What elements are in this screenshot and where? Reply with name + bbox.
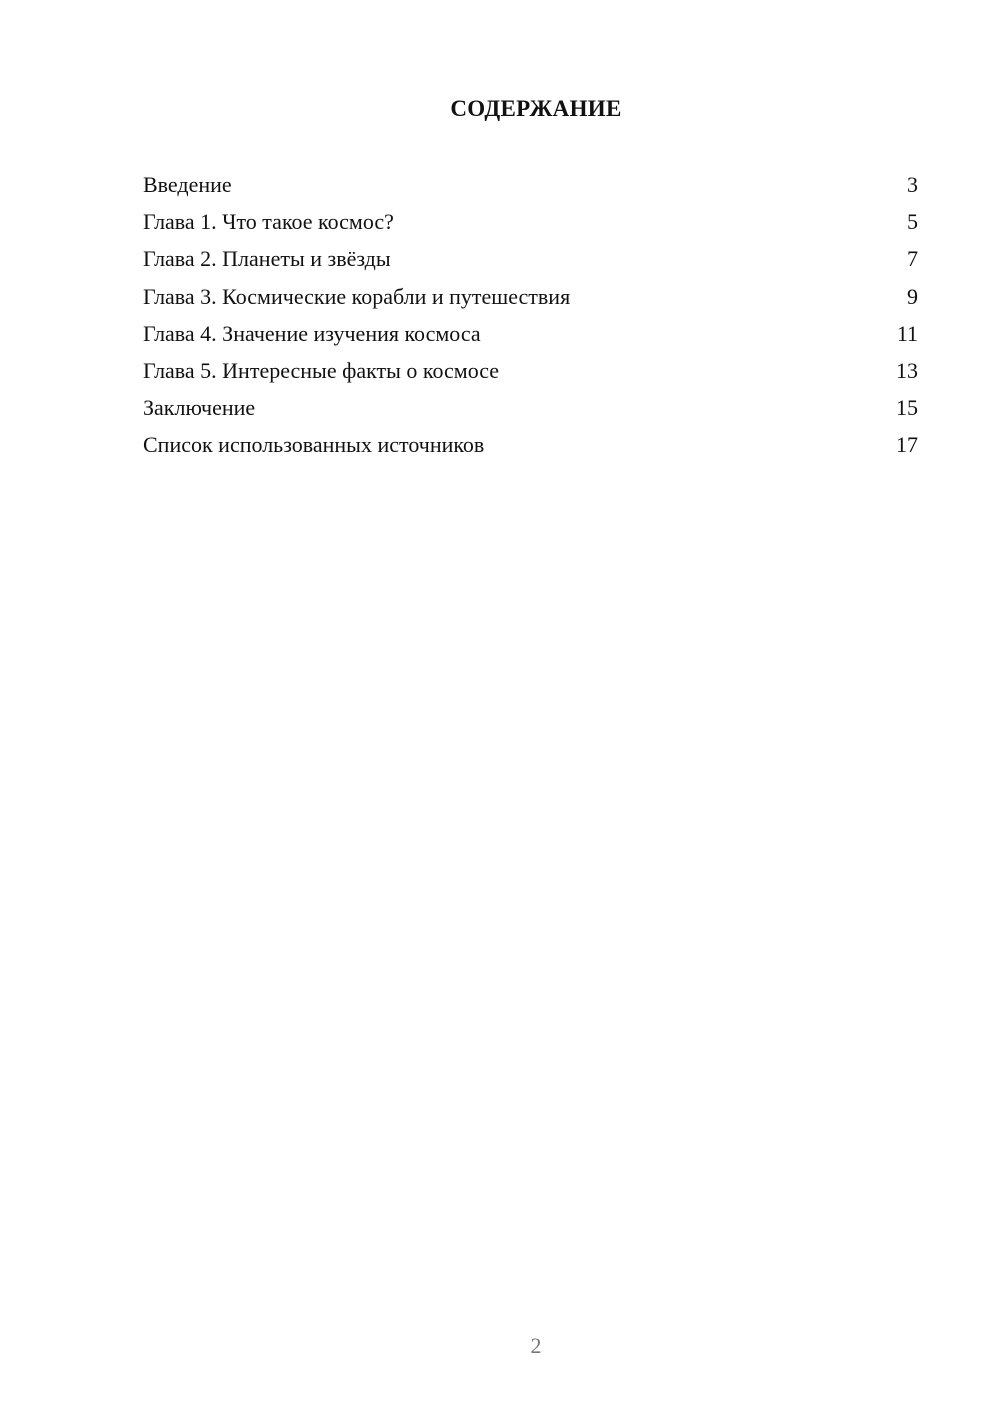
table-of-contents (143, 170, 918, 468)
toc-entry-page: 15 (896, 395, 918, 421)
toc-entry (143, 430, 918, 467)
toc-entry-title: Список использованных источников (143, 432, 485, 458)
toc-entry-title: Глава 2. Планеты и звёзды (143, 246, 391, 272)
toc-entry (143, 319, 918, 356)
toc-entry-title: Заключение (143, 395, 256, 421)
toc-entry (143, 207, 918, 244)
toc-entry-page: 13 (896, 357, 918, 383)
toc-entry (143, 244, 918, 281)
toc-entry-title: Глава 3. Космические корабли и путешествия (143, 283, 571, 309)
toc-entry-title: Глава 4. Значение изучения космоса (143, 320, 481, 346)
toc-entry-page: 9 (907, 283, 918, 309)
toc-entry-title: Глава 5. Интересные факты о космосе (143, 357, 500, 383)
toc-entry (143, 356, 918, 393)
toc-entry (143, 170, 918, 207)
toc-entry-page: 3 (907, 172, 918, 197)
toc-entry-page: 11 (896, 320, 918, 346)
page-title: СОДЕРЖАНИЕ (450, 96, 622, 121)
toc-entry-page: 17 (896, 432, 918, 458)
toc-entry-page: 7 (907, 246, 918, 272)
toc-entry-title: Глава 1. Что такое космос? (143, 209, 394, 235)
toc-entry (143, 282, 918, 319)
page-number: 2 (530, 1333, 542, 1358)
toc-entry-page: 5 (907, 209, 918, 235)
toc-entry (143, 393, 918, 430)
toc-entry-title: Введение (143, 172, 232, 197)
